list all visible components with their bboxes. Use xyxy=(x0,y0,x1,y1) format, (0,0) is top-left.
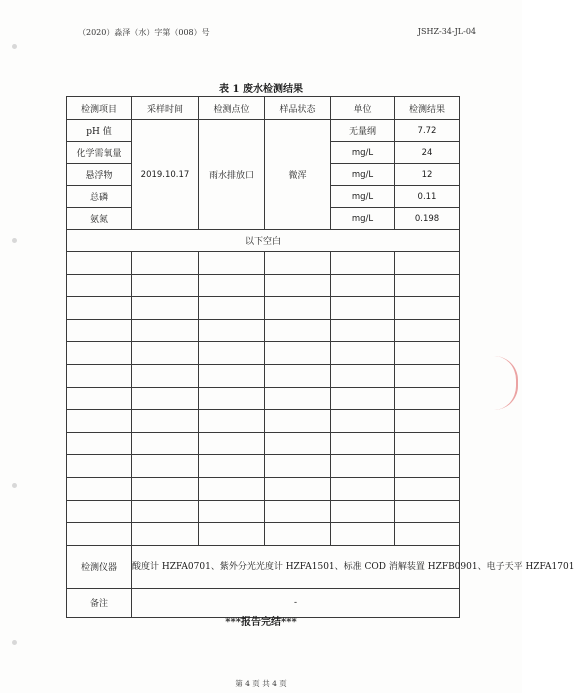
empty-row xyxy=(67,319,460,342)
result-value: 0.11 xyxy=(395,186,460,208)
unit: mg/L xyxy=(331,142,395,164)
column-header: 单位 xyxy=(331,97,395,120)
binding-hole xyxy=(12,238,17,243)
test-item: 悬浮物 xyxy=(67,164,132,186)
table-title: 表 1 废水检测结果 xyxy=(219,84,303,95)
result-value: 0.198 xyxy=(395,208,460,230)
wastewater-results-table xyxy=(66,96,574,618)
column-header: 检测结果 xyxy=(395,97,460,120)
sample-state: 微浑 xyxy=(265,120,331,230)
column-header: 检测点位 xyxy=(199,97,265,120)
page-number: 第 4 页 共 4 页 xyxy=(235,679,287,688)
result-value: 24 xyxy=(395,142,460,164)
binding-hole xyxy=(12,483,17,488)
sampling-point: 雨水排放口 xyxy=(199,120,265,230)
seal-stamp-edge xyxy=(494,356,518,410)
instruments-list: 酸度计 HZFA0701、紫外分光光度计 HZFA1501、标准 COD 消解装置 HZFB0901、电子天平 HZFA1701 xyxy=(132,545,460,588)
empty-row xyxy=(67,500,460,523)
result-value: 7.72 xyxy=(395,120,460,142)
blank-note: 以下空白 xyxy=(67,230,460,252)
binding-hole xyxy=(12,44,17,49)
column-header: 采样时间 xyxy=(132,97,199,120)
empty-row xyxy=(67,387,460,410)
remarks-value: - xyxy=(132,588,460,617)
empty-row xyxy=(67,432,460,455)
report-end-text: ***报告完结*** xyxy=(225,617,297,628)
blank-note-row xyxy=(67,230,460,252)
empty-row xyxy=(67,364,460,387)
unit: mg/L xyxy=(331,186,395,208)
test-item: pH 值 xyxy=(67,120,132,142)
form-code: JSHZ-34-JL-04 xyxy=(417,27,476,36)
document-number: （2020）淼泽（水）字第（008）号 xyxy=(78,28,210,37)
empty-row xyxy=(67,274,460,297)
column-header: 样品状态 xyxy=(265,97,331,120)
column-header: 检测项目 xyxy=(67,97,132,120)
binding-hole xyxy=(12,640,17,645)
sampling-time: 2019.10.17 xyxy=(132,120,199,230)
empty-row xyxy=(67,342,460,365)
empty-row xyxy=(67,297,460,320)
test-item: 氨氮 xyxy=(67,208,132,230)
unit: mg/L xyxy=(331,208,395,230)
empty-row xyxy=(67,523,460,546)
instruments-row xyxy=(67,545,460,588)
instruments-label: 检测仪器 xyxy=(67,545,132,588)
empty-row xyxy=(67,410,460,433)
result-value: 12 xyxy=(395,164,460,186)
remarks-label: 备注 xyxy=(67,588,132,617)
table-header-row xyxy=(67,97,460,120)
test-item: 总磷 xyxy=(67,186,132,208)
empty-row xyxy=(67,477,460,500)
unit: 无量纲 xyxy=(331,120,395,142)
empty-row xyxy=(67,455,460,478)
test-item: 化学需氧量 xyxy=(67,142,132,164)
table-row xyxy=(67,120,460,142)
empty-row xyxy=(67,252,460,275)
unit: mg/L xyxy=(331,164,395,186)
